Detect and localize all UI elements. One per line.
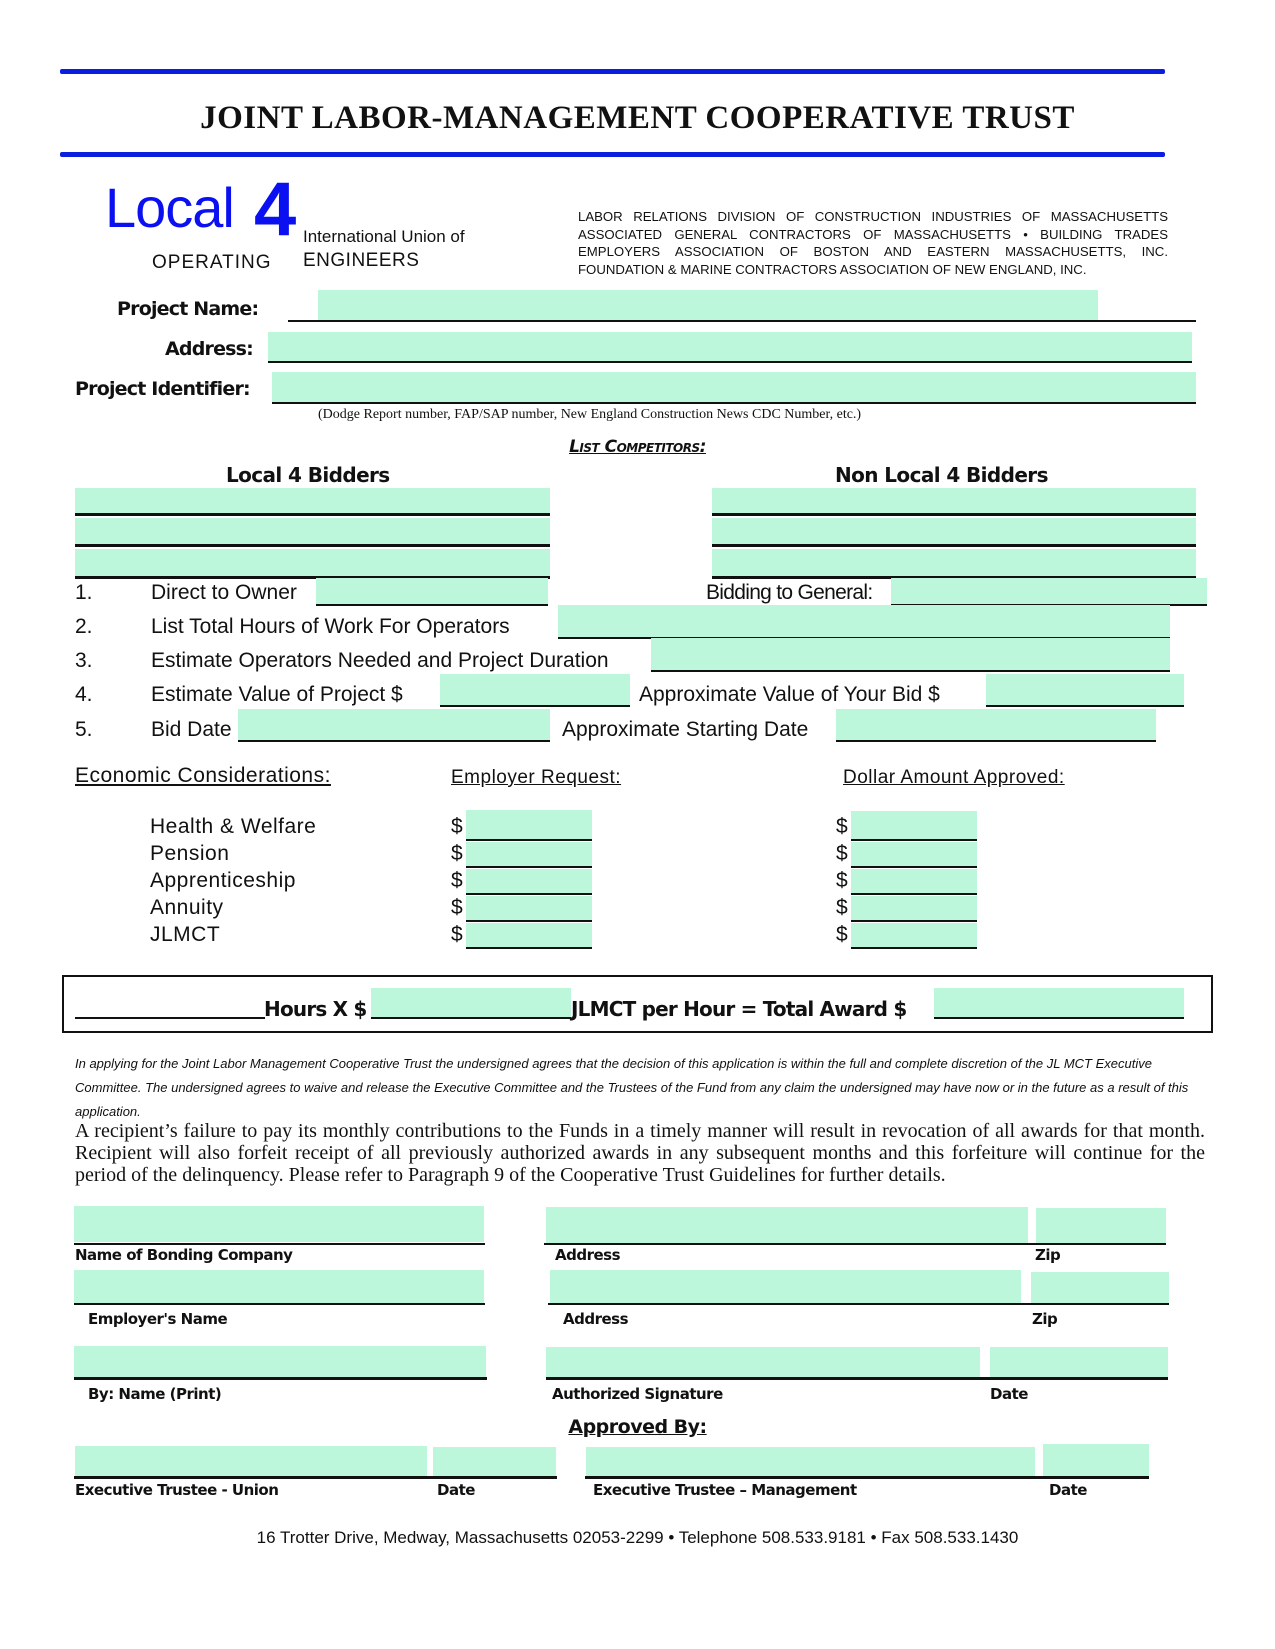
page-title: JOINT LABOR-MANAGEMENT COOPERATIVE TRUST: [200, 100, 1075, 136]
bid-value-label: Approximate Value of Your Bid $: [639, 683, 940, 706]
associations-block: [578, 208, 1168, 278]
starting-date-label: Approximate Starting Date: [562, 718, 809, 741]
currency-sign: $: [836, 842, 848, 865]
estimate-value-field[interactable]: [440, 674, 630, 707]
by-name-line: [74, 1377, 487, 1380]
currency-sign: $: [451, 896, 463, 919]
econ-item-label: JLMCT: [150, 923, 221, 946]
operators-duration-field[interactable]: [651, 638, 1170, 672]
management-trustee-line: [585, 1476, 1149, 1479]
jlmct-request-field[interactable]: [466, 923, 592, 949]
union-trustee-label: Executive Trustee - Union: [75, 1481, 279, 1499]
apprenticeship-approved-field[interactable]: [851, 869, 977, 895]
bonding-company-line: [74, 1243, 485, 1245]
logo-iuo-text: International Union of: [303, 227, 465, 246]
econ-item-label: Health & Welfare: [150, 815, 317, 838]
currency-sign: $: [836, 869, 848, 892]
bid-date-label: Bid Date: [151, 718, 232, 741]
currency-sign: $: [451, 869, 463, 892]
bottom-blue-rule: [60, 152, 1165, 157]
rate-label: JLMCT per Hour = Total Award $: [571, 997, 907, 1021]
bonding-zip-field[interactable]: [1036, 1208, 1166, 1243]
currency-sign: $: [836, 896, 848, 919]
rate-field[interactable]: [371, 988, 571, 1019]
bonding-zip-label: Zip: [1035, 1246, 1061, 1264]
employer-address-label: Address: [563, 1310, 629, 1328]
management-trustee-field[interactable]: [586, 1447, 1035, 1476]
authorized-signature-line: [546, 1377, 1168, 1380]
address-label: Address:: [165, 338, 253, 360]
total-hours-field[interactable]: [558, 605, 1170, 639]
non-local-bidder-field[interactable]: [712, 549, 1196, 579]
bonding-company-label: Name of Bonding Company: [75, 1246, 293, 1264]
apprenticeship-request-field[interactable]: [466, 869, 592, 895]
bidding-to-general-label: Bidding to General:: [706, 581, 873, 604]
association-line: EMPLOYERS ASSOCIATION OF BOSTON AND EASTERN MASSACHUSETTS, INC.: [578, 244, 1168, 259]
direct-to-owner-field[interactable]: [316, 578, 548, 606]
total-hours-label: List Total Hours of Work For Operators: [151, 615, 510, 638]
bid-value-field[interactable]: [986, 674, 1184, 707]
item-number: 4.: [75, 683, 93, 706]
footer-address: 16 Trotter Drive, Medway, Massachusetts 02053-2299 • Telephone 508.533.9181 • Fax 508.533.1430: [256, 1528, 1019, 1547]
annuity-request-field[interactable]: [466, 896, 592, 922]
currency-sign: $: [451, 923, 463, 946]
bonding-address-field[interactable]: [546, 1207, 1028, 1243]
signature-date-label: Date: [990, 1385, 1028, 1403]
project-identifier-label: Project Identifier:: [75, 378, 250, 400]
authorized-signature-field[interactable]: [546, 1347, 980, 1377]
signature-date-field[interactable]: [990, 1347, 1168, 1377]
union-trustee-line: [74, 1476, 557, 1479]
top-blue-rule: [60, 69, 1165, 74]
union-date-label: Date: [437, 1481, 475, 1499]
pension-approved-field[interactable]: [851, 842, 977, 868]
logo-operating-text: OPERATING: [152, 252, 272, 273]
item-number: 5.: [75, 718, 93, 741]
management-date-field[interactable]: [1043, 1444, 1149, 1476]
health-welfare-request-field[interactable]: [466, 810, 592, 841]
address-field[interactable]: [268, 332, 1192, 363]
dollar-approved-heading: Dollar Amount Approved:: [843, 767, 1065, 788]
union-date-field[interactable]: [433, 1447, 556, 1476]
currency-sign: $: [836, 923, 848, 946]
management-date-label: Date: [1049, 1481, 1087, 1499]
authorized-signature-label: Authorized Signature: [552, 1385, 723, 1403]
bidding-to-general-field[interactable]: [891, 578, 1207, 606]
currency-sign: $: [836, 815, 848, 838]
econ-item-label: Pension: [150, 842, 230, 865]
project-name-underline: [288, 320, 1196, 322]
estimate-value-label: Estimate Value of Project $: [151, 683, 403, 706]
management-trustee-label: Executive Trustee – Management: [593, 1481, 857, 1499]
non-local-bidder-field[interactable]: [712, 488, 1196, 516]
item-number: 1.: [75, 581, 93, 604]
currency-sign: $: [451, 815, 463, 838]
project-name-field[interactable]: [318, 290, 1098, 320]
bid-date-field[interactable]: [238, 709, 550, 742]
employer-name-line: [74, 1303, 485, 1305]
local-bidders-heading: Local 4 Bidders: [226, 463, 390, 487]
employer-address-line: [548, 1303, 1169, 1305]
econ-item-label: Annuity: [150, 896, 224, 919]
employer-zip-label: Zip: [1032, 1310, 1058, 1328]
annuity-approved-field[interactable]: [851, 896, 977, 922]
employer-name-field[interactable]: [74, 1270, 484, 1303]
item-number: 3.: [75, 649, 93, 672]
health-welfare-approved-field[interactable]: [851, 811, 977, 841]
non-local-bidders-heading: Non Local 4 Bidders: [835, 463, 1048, 487]
starting-date-field[interactable]: [836, 709, 1156, 742]
total-award-field[interactable]: [934, 988, 1184, 1019]
item-number: 2.: [75, 615, 93, 638]
employer-name-label: Employer's Name: [88, 1310, 228, 1328]
logo-local-text: Local: [105, 176, 234, 239]
logo-number: 4: [254, 167, 297, 252]
approved-by-heading: Approved By:: [568, 1416, 707, 1438]
bonding-address-label: Address: [555, 1246, 621, 1264]
jlmct-approved-field[interactable]: [851, 923, 977, 949]
employer-request-heading: Employer Request:: [451, 767, 622, 788]
local-bidder-field[interactable]: [75, 488, 550, 516]
local-bidder-field[interactable]: [75, 518, 550, 547]
association-line: LABOR RELATIONS DIVISION OF CONSTRUCTION INDUSTRIES OF MASSACHUSETTS: [578, 209, 1168, 224]
economic-considerations-heading: Economic Considerations:: [75, 764, 331, 787]
hours-field[interactable]: [75, 1017, 265, 1019]
association-line: FOUNDATION & MARINE CONTRACTORS ASSOCIATION OF NEW ENGLAND, INC.: [578, 261, 1087, 277]
non-local-bidder-field[interactable]: [712, 518, 1196, 547]
econ-item-label: Apprenticeship: [150, 869, 296, 892]
association-line: ASSOCIATED GENERAL CONTRACTORS OF MASSACHUSETTS • BUILDING TRADES: [578, 226, 1168, 242]
logo-engineers-text: ENGINEERS: [303, 250, 420, 271]
union-trustee-field[interactable]: [75, 1446, 427, 1476]
hours-label: Hours X $: [264, 997, 367, 1021]
list-competitors-heading: List Competitors:: [569, 437, 706, 457]
employer-address-field[interactable]: [550, 1270, 1021, 1303]
employer-zip-field[interactable]: [1031, 1272, 1169, 1303]
disclaimer-text: In applying for the Joint Labor Management Cooperative Trust the undersigned agrees that the decision of this application is within the full and complete discretion of the JL MCT Executive Committee. The undersigned agrees to waive and release the Executive Committee and the Trustees of the Fund from any claim the undersigned may have now or in the future as a result of this application.: [75, 1056, 1189, 1119]
direct-to-owner-label: Direct to Owner: [151, 581, 297, 604]
operators-duration-label: Estimate Operators Needed and Project Duration: [151, 649, 609, 672]
by-name-field[interactable]: [74, 1346, 486, 1377]
currency-sign: $: [451, 842, 463, 865]
pension-request-field[interactable]: [466, 842, 592, 868]
local-bidder-field[interactable]: [75, 549, 550, 579]
identifier-note: (Dodge Report number, FAP/SAP number, New England Construction News CDC Number, etc.): [318, 407, 862, 422]
bonding-company-field[interactable]: [74, 1206, 484, 1242]
bonding-address-line: [544, 1243, 1166, 1245]
by-name-label: By: Name (Print): [88, 1385, 222, 1403]
project-name-label: Project Name:: [117, 298, 259, 320]
delinquency-notice: A recipient’s failure to pay its monthly contributions to the Funds in a timely manner will result in revocation of all awards for that month. Recipient will also forfeit receipt of all previously authorized awards in any subsequent months and this forfeiture will continue for the period of the delinquency. Please refer to Paragraph 9 of the Cooperative Trust Guidelines for further details.: [75, 1120, 1205, 1186]
project-identifier-field[interactable]: [272, 372, 1196, 404]
